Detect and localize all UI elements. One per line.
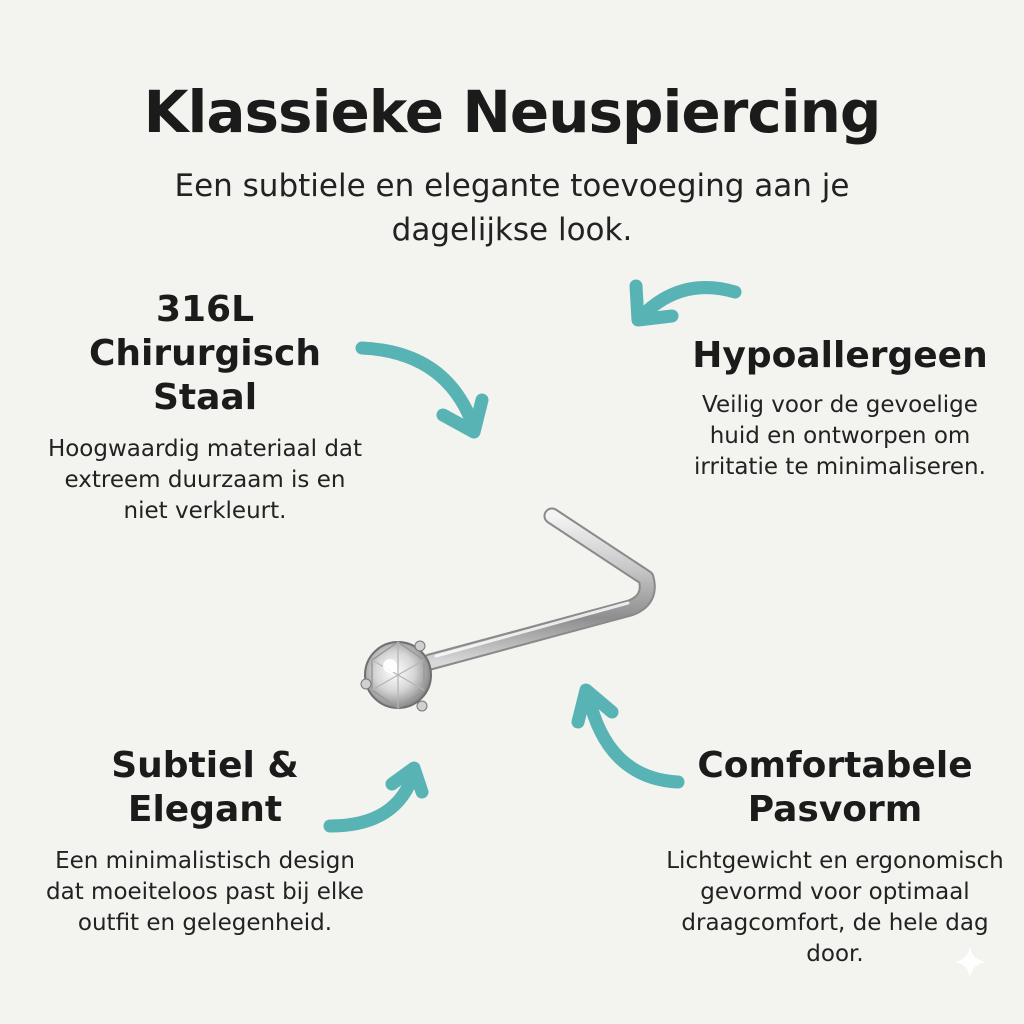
arrow-icon	[362, 348, 482, 432]
feature-title-comfort: Comfortabele Pasvorm	[697, 745, 973, 830]
feature-title-material: 316L Chirurgisch Staal	[88, 289, 322, 418]
feature-description-hypoallergenic: Veilig voor de gevoelige huid en ontworpen om irritatie te minimaliseren.	[694, 392, 986, 480]
page-subtitle: Een subtiele en elegante toevoeging aan je dagelijkse look.	[174, 168, 850, 248]
arrow-icon	[636, 286, 735, 320]
feature-title-elegant: Subtiel & Elegant	[111, 745, 299, 830]
arrow-icon	[330, 768, 422, 826]
feature-title-hypoallergenic: Hypoallergeen	[692, 335, 988, 376]
nose-stud-image	[361, 516, 647, 711]
page-title: Klassieke Neuspiercing	[143, 78, 881, 146]
sparkle-icon	[950, 942, 990, 982]
feature-description-material: Hoogwaardig materiaal dat extreem duurzaam is en niet verkleurt.	[47, 436, 363, 524]
feature-description-comfort: Lichtgewicht en ergonomisch gevormd voor optimaal draagcomfort, de hele dag door.	[666, 848, 1004, 967]
arrow-icon	[578, 690, 678, 782]
feature-description-elegant: Een minimalistisch design dat moeiteloos past bij elke outfit en gelegenheid.	[46, 848, 364, 936]
